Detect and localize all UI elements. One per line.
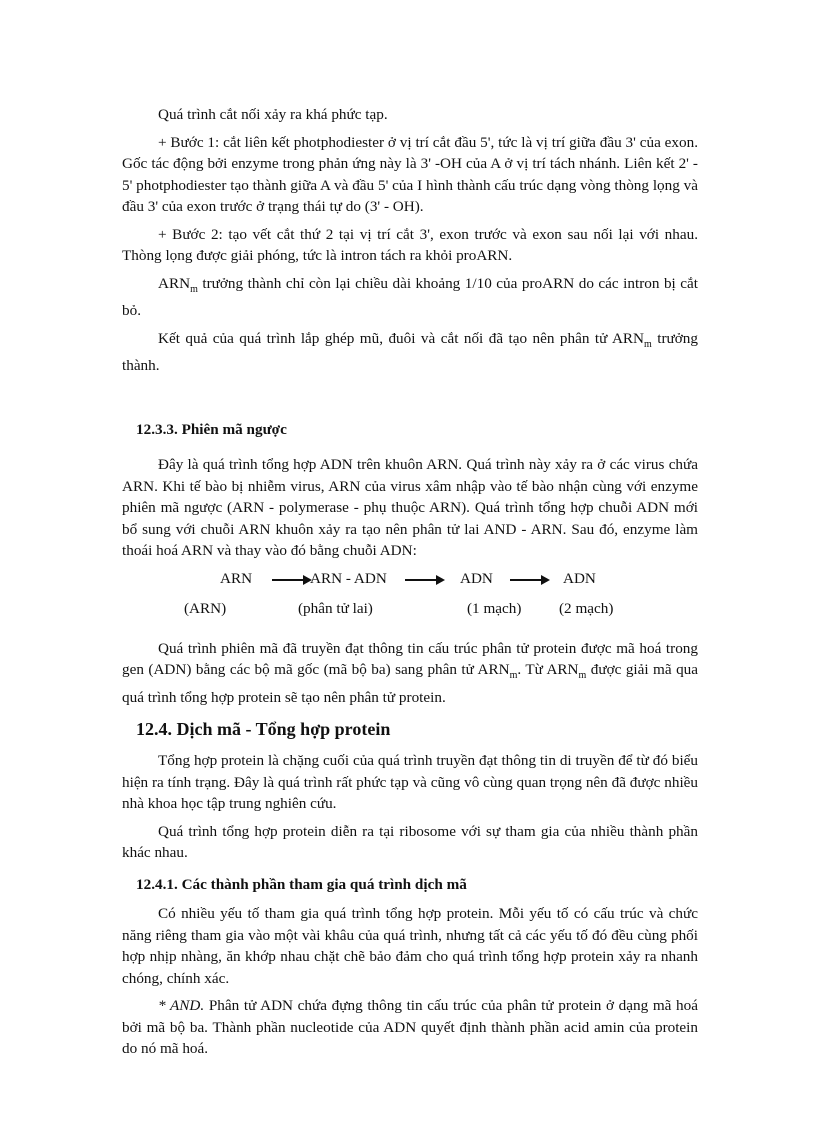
text-run: trưởng thành chỉ còn lại chiều dài khoảng 1/10 của proARN do các intron bị cắt bỏ. bbox=[122, 274, 698, 320]
reverse-transcription-flow-diagram bbox=[122, 568, 698, 630]
arrow-icon bbox=[510, 579, 548, 581]
text-run: trưởng thành. bbox=[122, 329, 698, 375]
flow-caption: (phân tử lai) bbox=[298, 599, 373, 617]
flow-step-label: ARN - ADN bbox=[310, 569, 387, 587]
section-heading: 12.4.1. Các thành phần tham gia quá trình dịch mã bbox=[136, 875, 467, 893]
paragraph bbox=[122, 328, 698, 377]
paragraph bbox=[122, 273, 698, 322]
paragraph: Đây là quá trình tổng hợp ADN trên khuôn ARN. Quá trình này xảy ra ở các virus chứa ARN. Khi tế bào bị nhiễm virus, ARN của virus xâm nhập vào tế bào nhận cùng với enzyme phiên mã ngược (ARN - polymerase - phụ thuộc ARN). Quá trình tổng hợp chuỗi ADN mới bổ sung với chuỗi ARN khuôn xảy ra tạo nên phân tử lai AND - ARN. Sau đó, enzyme làm thoái hoá ARN và thay vào đó bằng chuỗi ADN: bbox=[122, 456, 698, 560]
text-run: Kết quả của quá trình lắp ghép mũ, đuôi và cắt nối đã tạo nên phân tử ARN bbox=[158, 329, 645, 347]
flow-caption: (2 mạch) bbox=[559, 599, 614, 617]
paragraph: Quá trình cắt nối xảy ra khá phức tạp. bbox=[158, 106, 388, 123]
paragraph: Có nhiều yếu tố tham gia quá trình tổng hợp protein. Mỗi yếu tố có cấu trúc và chức năng riêng tham gia vào một vài khâu của quá trình, nhưng tất cả các yếu tố đó đều cùng phối hợp nhịp nhàng, ăn khớp nhau chặt chẽ bảo đảm cho quá trình tổng hợp protein xảy ra nhanh chóng, chính xác. bbox=[122, 905, 698, 987]
text-run: ARN bbox=[158, 274, 191, 292]
flow-step-label: ARN bbox=[220, 569, 253, 587]
italic-term: * AND. bbox=[158, 997, 205, 1015]
paragraph: Quá trình tổng hợp protein diễn ra tại ribosome với sự tham gia của nhiều thành phần khác nhau. bbox=[122, 822, 698, 862]
section-heading: 12.3.3. Phiên mã ngược bbox=[136, 420, 287, 438]
text-run: Quá trình phiên mã đã truyền đạt thông tin cấu trúc phân tử protein được mã hoá trong gen (ADN) bằng các bộ mã gốc (mã bộ ba) sang phân tử ARN bbox=[122, 639, 698, 679]
arrow-icon bbox=[272, 579, 310, 581]
paragraph bbox=[122, 638, 698, 709]
text-run: được giải mã qua quá trình tổng hợp protein sẽ tạo nên phân tử protein. bbox=[122, 661, 699, 706]
subscript: m bbox=[578, 670, 587, 682]
text-run: . Từ ARN bbox=[517, 661, 579, 679]
subscript: m bbox=[644, 338, 652, 350]
chapter-heading: 12.4. Dịch mã - Tổng hợp protein bbox=[136, 719, 391, 740]
flow-caption: (1 mạch) bbox=[467, 599, 522, 617]
paragraph: Tổng hợp protein là chặng cuối của quá trình truyền đạt thông tin di truyền để từ đó biểu hiện ra tính trạng. Đây là quá trình rất phức tạp và cũng vô cùng quan trọng nên đã được nhiều nhà khoa học tập trung nghiên cứu. bbox=[122, 752, 698, 813]
paragraph: + Bước 1: cắt liên kết photphodiester ở vị trí cắt đầu 5', tức là vị trí giữa đầu 3' của exon. Gốc tác động bởi enzyme trong phản ứng này là 3' -OH của A ở vị trí tách nhánh. Liên kết 2' - 5' photphodiester tạo thành giữa A và đầu 5' của I hình thành cấu trúc dạng vòng thòng lọng và đầu 3' của exon trước ở trạng thái tự do (3' - OH). bbox=[122, 133, 698, 215]
page-content bbox=[122, 104, 698, 1066]
flow-step-label: ADN bbox=[460, 569, 493, 587]
arrow-icon bbox=[405, 579, 443, 581]
text-run: Phân tử ADN chứa đựng thông tin cấu trúc của phân tử protein ở dạng mã hoá bởi mã bộ ba. Thành phần nucleotide của ADN quyết định thành phần acid amin của protein do nó mã hoá. bbox=[122, 997, 698, 1058]
flow-caption: (ARN) bbox=[184, 599, 227, 617]
subscript: m bbox=[190, 283, 198, 295]
paragraph bbox=[122, 995, 698, 1060]
flow-step-label: ADN bbox=[563, 569, 596, 587]
paragraph: + Bước 2: tạo vết cắt thứ 2 tại vị trí cắt 3', exon trước và exon sau nối lại với nhau. Thòng lọng được giải phóng, tức là intron tách ra khỏi proARN. bbox=[122, 225, 698, 264]
subscript: m bbox=[509, 670, 518, 682]
